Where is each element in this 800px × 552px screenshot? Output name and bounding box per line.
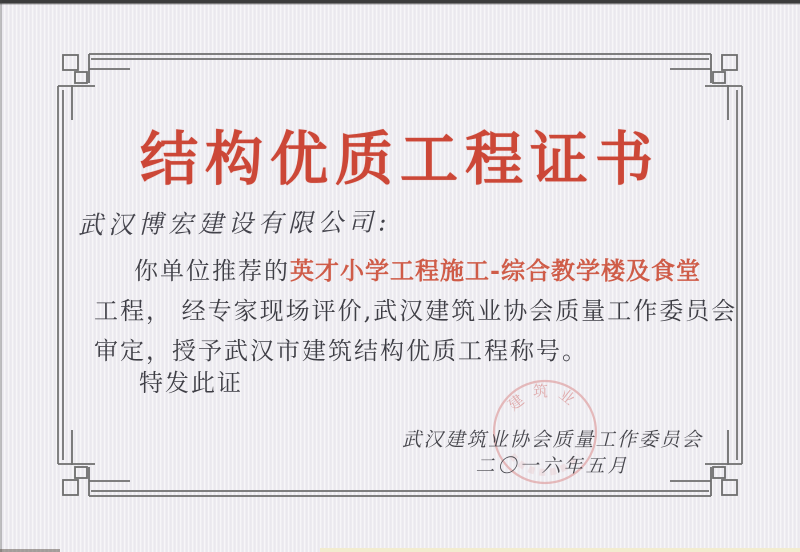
body-line-1 bbox=[134, 251, 701, 286]
issue-date: 二〇一六年五月 bbox=[475, 455, 630, 477]
body-line-4: 特发此证 bbox=[139, 369, 243, 397]
project-name-highlight: 英才小学工程施工-综合教学楼及食堂 bbox=[290, 256, 701, 285]
seal-arc-text: 建筑业 bbox=[504, 382, 586, 415]
body-line-3: 审定，授予武汉市建筑结构优质工程称号。 bbox=[94, 337, 588, 365]
certificate-title: 结构优质工程证书 bbox=[139, 125, 660, 193]
body-line-2: 工程， 经专家现场评价,武汉建筑业协会质量工作委员会 bbox=[94, 297, 738, 325]
addressee-line: 武汉博宏建设有限公司: bbox=[77, 207, 392, 240]
body-line-1-prefix: 你单位推荐的 bbox=[134, 257, 290, 285]
issuer-name: 武汉建筑业协会质量工作委员会 bbox=[401, 428, 703, 451]
